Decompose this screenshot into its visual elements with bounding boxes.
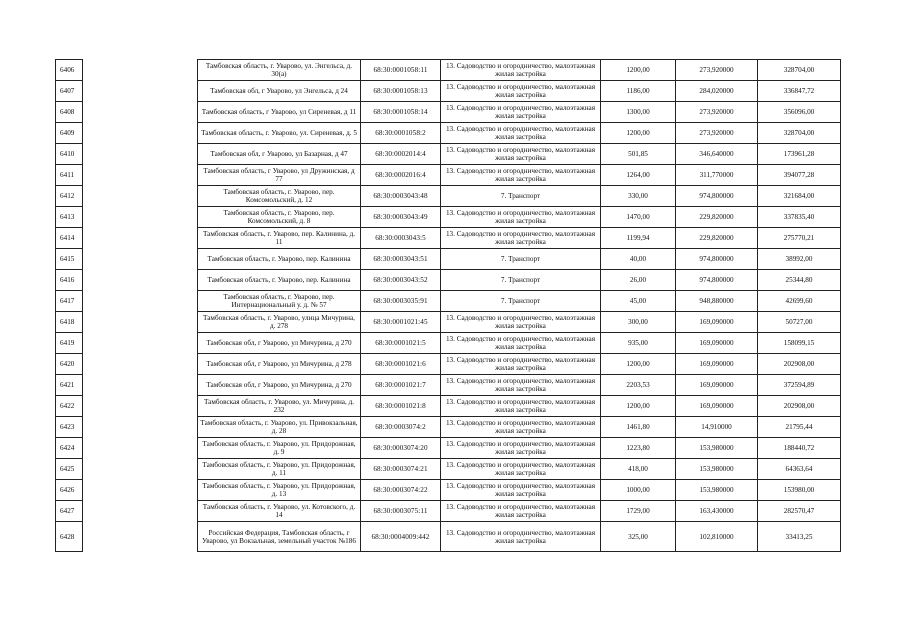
table-row — [56, 60, 841, 81]
cadastral-value-cell: 356096,00 — [758, 102, 841, 123]
rate-cell: 169,090000 — [676, 333, 758, 354]
address-cell: Тамбовская обл, г Уварово, ул Мичурина, д 270 — [198, 333, 361, 354]
gap-cell — [83, 375, 198, 396]
area-cell: 1200,00 — [601, 123, 676, 144]
land-use-cell: 13. Садоводство и огородничество, малоэтажная жилая застройка — [441, 102, 601, 123]
land-use-cell: 13. Садоводство и огородничество, малоэтажная жилая застройка — [441, 438, 601, 459]
gap-cell — [83, 186, 198, 207]
rate-cell: 229,820000 — [676, 228, 758, 249]
gap-cell — [83, 459, 198, 480]
cadastral-value-cell: 33413,25 — [758, 522, 841, 552]
rate-cell: 311,770000 — [676, 165, 758, 186]
rate-cell: 273,920000 — [676, 123, 758, 144]
cadastral-number-cell: 68:30:0003035:91 — [361, 291, 441, 312]
rate-cell: 948,880000 — [676, 291, 758, 312]
land-use-cell: 7. Транспорт — [441, 291, 601, 312]
rate-cell: 169,090000 — [676, 396, 758, 417]
land-use-cell: 7. Транспорт — [441, 186, 601, 207]
gap-cell — [83, 249, 198, 270]
address-cell: Тамбовская область, г. Уварово, ул. Привокзальная, д. 28 — [198, 417, 361, 438]
rate-cell: 273,920000 — [676, 102, 758, 123]
table-row — [56, 522, 841, 552]
area-cell: 1186,00 — [601, 81, 676, 102]
table-row — [56, 375, 841, 396]
address-cell: Тамбовская область, г. Уварово, пер. Калинина — [198, 249, 361, 270]
row-number: 6416 — [56, 270, 83, 291]
address-cell: Тамбовская область, г. Уварово, ул. Придорожная, д. 13 — [198, 480, 361, 501]
address-cell: Тамбовская область, г. Уварово, ул. Сиреневая, д. 5 — [198, 123, 361, 144]
cadastral-number-cell: 68:30:0001058:11 — [361, 60, 441, 81]
address-cell: Тамбовская область, г. Уварово, ул. Котовского, д. 14 — [198, 501, 361, 522]
gap-cell — [83, 333, 198, 354]
gap-cell — [83, 291, 198, 312]
area-cell: 1223,80 — [601, 438, 676, 459]
row-number: 6408 — [56, 102, 83, 123]
row-number: 6415 — [56, 249, 83, 270]
row-number: 6410 — [56, 144, 83, 165]
rate-cell: 273,920000 — [676, 60, 758, 81]
area-cell: 1470,00 — [601, 207, 676, 228]
cadastral-value-cell: 328704,00 — [758, 60, 841, 81]
address-cell: Тамбовская область, г Уварово, ул Сиреневая, д 11 — [198, 102, 361, 123]
gap-cell — [83, 354, 198, 375]
table-row — [56, 501, 841, 522]
table-row — [56, 186, 841, 207]
cadastral-number-cell: 68:30:0001021:8 — [361, 396, 441, 417]
gap-cell — [83, 480, 198, 501]
row-number: 6406 — [56, 60, 83, 81]
address-cell: Тамбовская область, г. Уварово, ул. Придорожная, д. 9 — [198, 438, 361, 459]
rate-cell: 346,640000 — [676, 144, 758, 165]
cadastral-value-cell: 336847,72 — [758, 81, 841, 102]
gap-cell — [83, 501, 198, 522]
cadastral-value-cell: 153980,00 — [758, 480, 841, 501]
land-use-cell: 13. Садоводство и огородничество, малоэтажная жилая застройка — [441, 354, 601, 375]
land-use-cell: 13. Садоводство и огородничество, малоэтажная жилая застройка — [441, 522, 601, 552]
cadastral-value-cell: 202908,00 — [758, 396, 841, 417]
area-cell: 418,00 — [601, 459, 676, 480]
row-number: 6421 — [56, 375, 83, 396]
area-cell: 1729,00 — [601, 501, 676, 522]
area-cell: 325,00 — [601, 522, 676, 552]
row-number: 6422 — [56, 396, 83, 417]
rate-cell: 284,020000 — [676, 81, 758, 102]
table-row — [56, 249, 841, 270]
table-row — [56, 228, 841, 249]
cadastral-value-cell: 394077,28 — [758, 165, 841, 186]
cadastral-value-cell: 188440,72 — [758, 438, 841, 459]
row-number: 6424 — [56, 438, 83, 459]
cadastral-value-cell: 50727,00 — [758, 312, 841, 333]
address-cell: Тамбовская область, г. Уварово, улица Мичурина, д. 278 — [198, 312, 361, 333]
row-number: 6409 — [56, 123, 83, 144]
land-registry-table — [55, 59, 841, 552]
cadastral-number-cell: 68:30:0003074:20 — [361, 438, 441, 459]
cadastral-value-cell: 275770,21 — [758, 228, 841, 249]
address-cell: Тамбовская область, г. Уварово, пер. Калинина, д. 11 — [198, 228, 361, 249]
table-row — [56, 102, 841, 123]
land-use-cell: 13. Садоводство и огородничество, малоэтажная жилая застройка — [441, 396, 601, 417]
table-row — [56, 81, 841, 102]
address-cell: Тамбовская область, г. Уварово, ул. Придорожная, д. 11 — [198, 459, 361, 480]
cadastral-number-cell: 68:30:0003074:2 — [361, 417, 441, 438]
cadastral-value-cell: 337835,40 — [758, 207, 841, 228]
cadastral-number-cell: 68:30:0001058:2 — [361, 123, 441, 144]
table-row — [56, 333, 841, 354]
cadastral-value-cell: 38992,00 — [758, 249, 841, 270]
table-row — [56, 438, 841, 459]
rate-cell: 14,910000 — [676, 417, 758, 438]
area-cell: 1199,94 — [601, 228, 676, 249]
area-cell: 300,00 — [601, 312, 676, 333]
table-row — [56, 144, 841, 165]
gap-cell — [83, 228, 198, 249]
cadastral-number-cell: 68:30:0001021:7 — [361, 375, 441, 396]
cadastral-number-cell: 68:30:0003074:21 — [361, 459, 441, 480]
cadastral-value-cell: 173961,28 — [758, 144, 841, 165]
table-row — [56, 165, 841, 186]
address-cell: Тамбовская область, г. Уварово, ул. Мичурина, д. 232 — [198, 396, 361, 417]
address-cell: Тамбовская область, г. Уварово, пер. Комсомольский, д. 12 — [198, 186, 361, 207]
table-row — [56, 396, 841, 417]
row-number: 6418 — [56, 312, 83, 333]
cadastral-value-cell: 64363,64 — [758, 459, 841, 480]
table-row — [56, 291, 841, 312]
row-number: 6427 — [56, 501, 83, 522]
gap-cell — [83, 417, 198, 438]
table-body — [56, 60, 841, 552]
row-number: 6420 — [56, 354, 83, 375]
land-use-cell: 13. Садоводство и огородничество, малоэтажная жилая застройка — [441, 417, 601, 438]
cadastral-value-cell: 25344,80 — [758, 270, 841, 291]
land-use-cell: 13. Садоводство и огородничество, малоэтажная жилая застройка — [441, 165, 601, 186]
rate-cell: 169,090000 — [676, 354, 758, 375]
rate-cell: 169,090000 — [676, 375, 758, 396]
cadastral-number-cell: 68:30:0001058:14 — [361, 102, 441, 123]
land-use-cell: 13. Садоводство и огородничество, малоэтажная жилая застройка — [441, 60, 601, 81]
table-row — [56, 417, 841, 438]
cadastral-number-cell: 68:30:0001021:5 — [361, 333, 441, 354]
cadastral-number-cell: 68:30:0002016:4 — [361, 165, 441, 186]
area-cell: 1200,00 — [601, 60, 676, 81]
area-cell: 330,00 — [601, 186, 676, 207]
cadastral-number-cell: 68:30:0001021:45 — [361, 312, 441, 333]
cadastral-value-cell: 202908,00 — [758, 354, 841, 375]
gap-cell — [83, 81, 198, 102]
land-use-cell: 13. Садоводство и огородничество, малоэтажная жилая застройка — [441, 333, 601, 354]
land-use-cell: 13. Садоводство и огородничество, малоэтажная жилая застройка — [441, 375, 601, 396]
area-cell: 1000,00 — [601, 480, 676, 501]
gap-cell — [83, 123, 198, 144]
cadastral-number-cell: 68:30:0003043:51 — [361, 249, 441, 270]
rate-cell: 153,980000 — [676, 480, 758, 501]
area-cell: 40,00 — [601, 249, 676, 270]
cadastral-number-cell: 68:30:0003043:5 — [361, 228, 441, 249]
cadastral-number-cell: 68:30:0003075:11 — [361, 501, 441, 522]
row-number: 6419 — [56, 333, 83, 354]
address-cell: Тамбовская обл, г Уварово, ул Мичурина, д 270 — [198, 375, 361, 396]
cadastral-value-cell: 42699,60 — [758, 291, 841, 312]
cadastral-value-cell: 158099,15 — [758, 333, 841, 354]
area-cell: 501,85 — [601, 144, 676, 165]
land-use-cell: 13. Садоводство и огородничество, малоэтажная жилая застройка — [441, 144, 601, 165]
row-number: 6407 — [56, 81, 83, 102]
gap-cell — [83, 60, 198, 81]
land-use-cell: 7. Транспорт — [441, 270, 601, 291]
cadastral-value-cell: 321684,00 — [758, 186, 841, 207]
rate-cell: 229,820000 — [676, 207, 758, 228]
address-cell: Тамбовская область, г. Уварово, пер. Интернациональный у. д. № 57 — [198, 291, 361, 312]
cadastral-value-cell: 328704,00 — [758, 123, 841, 144]
rate-cell: 102,810000 — [676, 522, 758, 552]
gap-cell — [83, 396, 198, 417]
row-number: 6411 — [56, 165, 83, 186]
table-row — [56, 354, 841, 375]
cadastral-value-cell: 372594,89 — [758, 375, 841, 396]
area-cell: 26,00 — [601, 270, 676, 291]
gap-cell — [83, 270, 198, 291]
row-number: 6423 — [56, 417, 83, 438]
rate-cell: 974,800000 — [676, 270, 758, 291]
address-cell: Тамбовская обл, г Уварово, ул Энгельса, д 24 — [198, 81, 361, 102]
rate-cell: 163,430000 — [676, 501, 758, 522]
gap-cell — [83, 144, 198, 165]
cadastral-number-cell: 68:30:0001058:13 — [361, 81, 441, 102]
rate-cell: 153,980000 — [676, 459, 758, 480]
gap-cell — [83, 207, 198, 228]
rate-cell: 153,980000 — [676, 438, 758, 459]
land-use-cell: 13. Садоводство и огородничество, малоэтажная жилая застройка — [441, 459, 601, 480]
address-cell: Тамбовская область, г Уварово, ул Дружинская, д 77 — [198, 165, 361, 186]
land-use-cell: 13. Садоводство и огородничество, малоэтажная жилая застройка — [441, 123, 601, 144]
table-row — [56, 312, 841, 333]
row-number: 6414 — [56, 228, 83, 249]
table-row — [56, 459, 841, 480]
cadastral-number-cell: 68:30:0003043:48 — [361, 186, 441, 207]
table-row — [56, 480, 841, 501]
rate-cell: 169,090000 — [676, 312, 758, 333]
cadastral-number-cell: 68:30:0003043:52 — [361, 270, 441, 291]
gap-cell — [83, 438, 198, 459]
address-cell: Тамбовская область, г. Уварово, пер. Калинина — [198, 270, 361, 291]
land-use-cell: 13. Садоводство и огородничество, малоэтажная жилая застройка — [441, 81, 601, 102]
cadastral-number-cell: 68:30:0002014:4 — [361, 144, 441, 165]
row-number: 6412 — [56, 186, 83, 207]
gap-cell — [83, 522, 198, 552]
rate-cell: 974,800000 — [676, 186, 758, 207]
area-cell: 45,00 — [601, 291, 676, 312]
address-cell: Тамбовская область, г. Уварово, ул. Энгельса, д. 30(а) — [198, 60, 361, 81]
table-row — [56, 207, 841, 228]
table-row — [56, 123, 841, 144]
land-use-cell: 13. Садоводство и огородничество, малоэтажная жилая застройка — [441, 207, 601, 228]
land-use-cell: 13. Садоводство и огородничество, малоэтажная жилая застройка — [441, 228, 601, 249]
row-number: 6417 — [56, 291, 83, 312]
gap-cell — [83, 165, 198, 186]
cadastral-number-cell: 68:30:0004009:442 — [361, 522, 441, 552]
land-use-cell: 7. Транспорт — [441, 249, 601, 270]
cadastral-value-cell: 282570,47 — [758, 501, 841, 522]
land-use-cell: 13. Садоводство и огородничество, малоэтажная жилая застройка — [441, 501, 601, 522]
gap-cell — [83, 312, 198, 333]
table-row — [56, 270, 841, 291]
row-number: 6426 — [56, 480, 83, 501]
row-number: 6413 — [56, 207, 83, 228]
area-cell: 935,00 — [601, 333, 676, 354]
area-cell: 1200,00 — [601, 354, 676, 375]
cadastral-value-cell: 21795,44 — [758, 417, 841, 438]
cadastral-number-cell: 68:30:0003043:49 — [361, 207, 441, 228]
area-cell: 1300,00 — [601, 102, 676, 123]
rate-cell: 974,800000 — [676, 249, 758, 270]
land-use-cell: 13. Садоводство и огородничество, малоэтажная жилая застройка — [441, 480, 601, 501]
address-cell: Тамбовская обл, г Уварово, ул Мичурина, д 278 — [198, 354, 361, 375]
cadastral-number-cell: 68:30:0003074:22 — [361, 480, 441, 501]
row-number: 6428 — [56, 522, 83, 552]
land-use-cell: 13. Садоводство и огородничество, малоэтажная жилая застройка — [441, 312, 601, 333]
gap-cell — [83, 102, 198, 123]
area-cell: 2203,53 — [601, 375, 676, 396]
area-cell: 1264,00 — [601, 165, 676, 186]
address-cell: Тамбовская область, г. Уварово, пер. Комсомольский, д. 8 — [198, 207, 361, 228]
row-number: 6425 — [56, 459, 83, 480]
address-cell: Тамбовская обл, г Уварово, ул Базарная, д 47 — [198, 144, 361, 165]
address-cell: Российская Федерация, Тамбовская область, г Уварово, ул Вокзальная, земельный участок №186 — [198, 522, 361, 552]
area-cell: 1200,00 — [601, 396, 676, 417]
cadastral-number-cell: 68:30:0001021:6 — [361, 354, 441, 375]
area-cell: 1461,80 — [601, 417, 676, 438]
